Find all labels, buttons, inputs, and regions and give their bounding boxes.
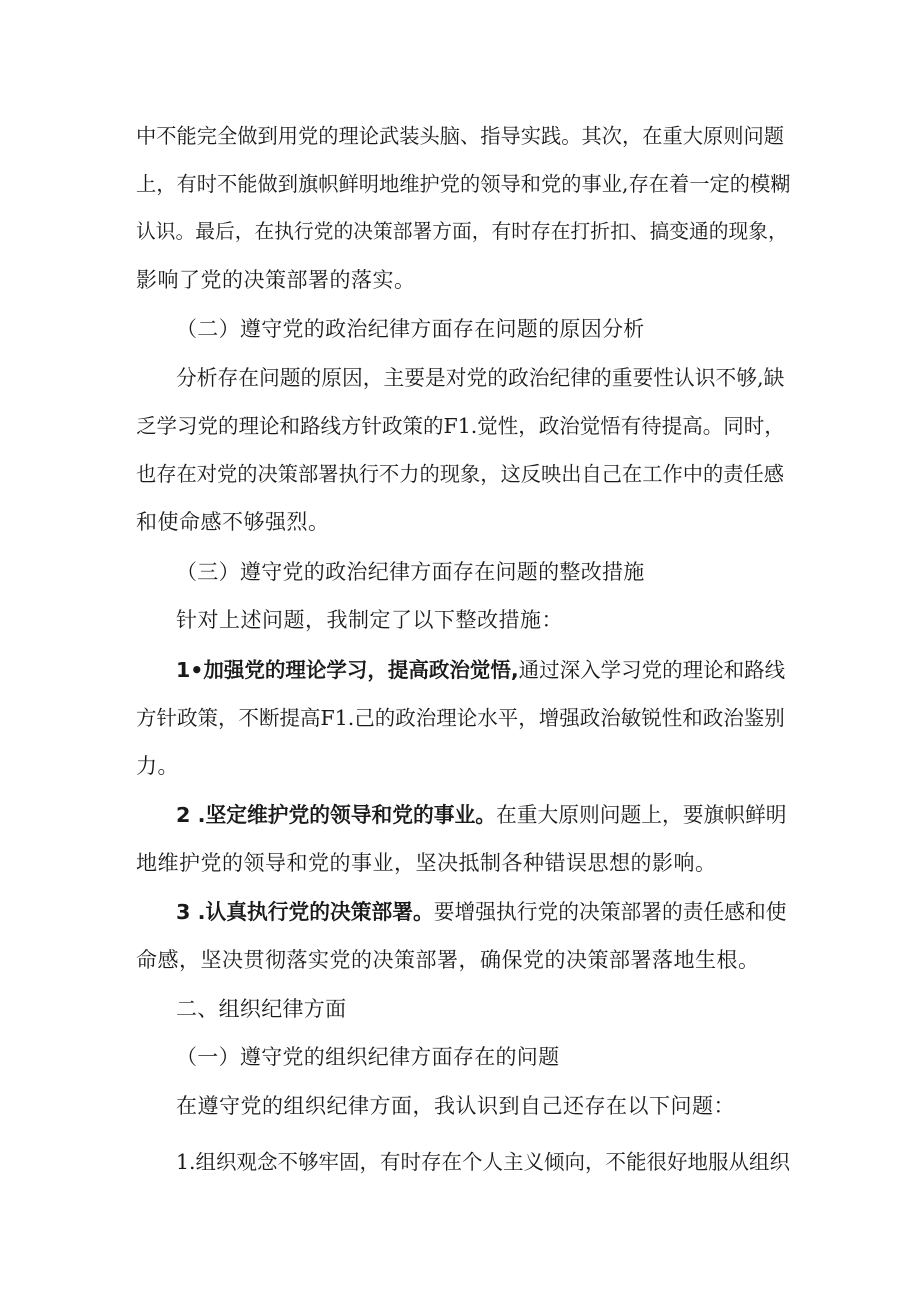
measure-text: 要增强执行党的决策部署的责任感和使 — [433, 900, 787, 924]
paragraph-line: 分析存在问题的原因，主要是对党的政治纪律的重要性认识不够,缺 — [176, 366, 785, 390]
paragraph-line: 力。 — [136, 754, 179, 778]
section-title: 二、组织纪律方面 — [176, 997, 347, 1021]
paragraph-line: 针对上述问题，我制定了以下整改措施： — [176, 608, 563, 632]
paragraph-line: 在遵守党的组织纪律方面，我认识到自己还存在以下问题： — [176, 1094, 735, 1118]
measure-item — [176, 656, 785, 684]
measure-text: 通过深入学习党的理论和路线 — [518, 658, 786, 682]
measure-title: 1•加强党的理论学习，提高政治觉悟, — [176, 658, 519, 682]
paragraph-line: 认识。最后，在执行党的决策部署方面，有时存在打折扣、搞变通的现象， — [136, 220, 788, 243]
paragraph-line: 上，有时不能做到旗帜鲜明地维护党的领导和党的事业,存在着一定的模糊 — [136, 172, 791, 196]
measure-item — [176, 898, 787, 926]
paragraph-line: 地维护党的领导和党的事业，坚决抵制各种错误思想的影响。 — [136, 851, 717, 875]
paragraph-line: 影响了党的决策部署的落实。 — [136, 268, 416, 292]
measure-text: 在重大原则问题上，要旗帜鲜明 — [496, 803, 787, 827]
section-heading: （三）遵守党的政治纪律方面存在问题的整改措施 — [176, 560, 645, 584]
paragraph-line: 1.组织观念不够牢固，有时存在个人主义倾向，不能很好地服从组织 — [176, 1150, 791, 1174]
section-heading: （一）遵守党的组织纪律方面存在的问题 — [176, 1045, 560, 1069]
measure-title: 3 .认真执行党的决策部署。 — [176, 900, 434, 924]
paragraph-line: 乏学习党的理论和路线方针政策的F1.觉性，政治觉悟有待提高。同时， — [136, 414, 785, 438]
paragraph-line: 和使命感不够强烈。 — [136, 510, 330, 534]
paragraph-line: 也存在对党的决策部署执行不力的现象，这反映出自己在工作中的责任感 — [136, 462, 785, 486]
measure-title: 2 .坚定维护党的领导和党的事业。 — [176, 803, 497, 827]
section-heading: （二）遵守党的政治纪律方面存在问题的原因分析 — [176, 317, 645, 341]
measure-item — [176, 801, 787, 829]
paragraph-line: 方针政策，不断提高F1.己的政治理论水平，增强政治敏锐性和政治鉴别 — [136, 706, 785, 730]
paragraph-line: 中不能完全做到用党的理论武装头脑、指导实践。其次，在重大原则问题 — [136, 124, 785, 148]
paragraph-line: 命感，坚决贯彻落实党的决策部署，确保党的决策部署落地生根。 — [136, 948, 760, 972]
